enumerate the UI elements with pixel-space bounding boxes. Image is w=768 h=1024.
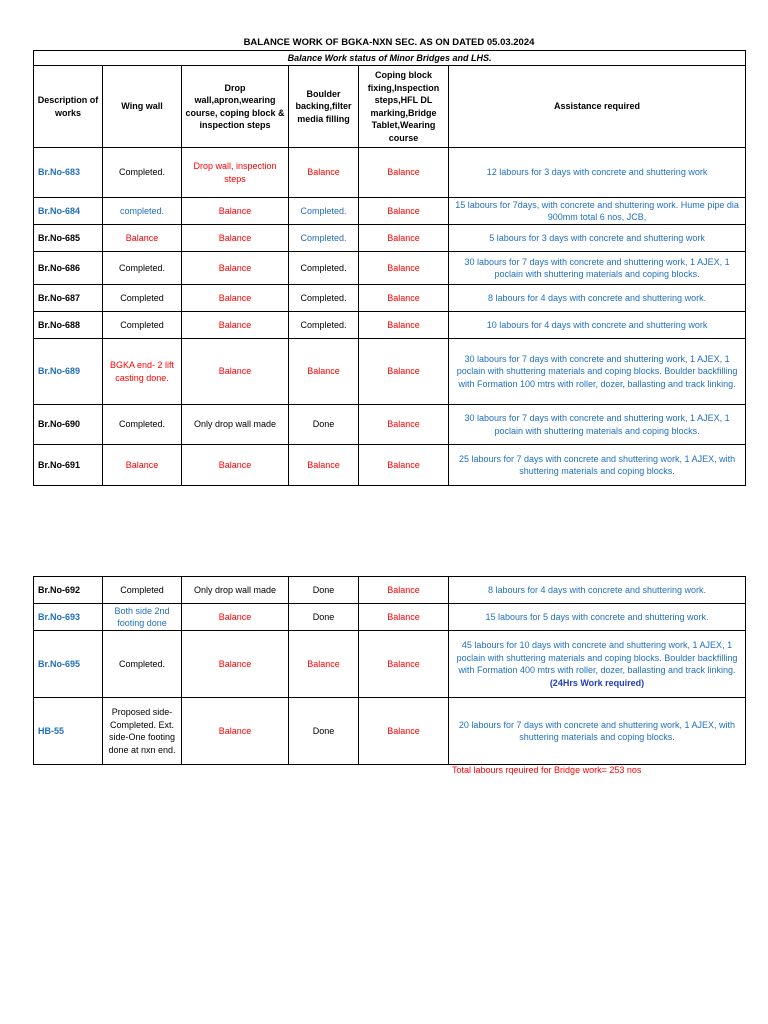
boulder-status (289, 577, 359, 604)
wing-wall-status (103, 698, 182, 765)
bridge-name-text: Br.No-684 (38, 205, 81, 216)
coping-status (359, 698, 449, 765)
header-description: Description of works (34, 66, 103, 148)
coping-status (359, 577, 449, 604)
bridge-name (34, 225, 103, 252)
boulder-status (289, 339, 359, 405)
coping-status (359, 198, 449, 225)
assistance-required (449, 312, 746, 339)
wing-wall-status (103, 339, 182, 405)
boulder-status-text: Completed. (300, 205, 347, 216)
wing-wall-status (103, 312, 182, 339)
boulder-status (289, 252, 359, 285)
bridge-name (34, 312, 103, 339)
coping-status (359, 339, 449, 405)
assistance-required-text: 12 labours for 3 days with concrete and shuttering work (486, 167, 708, 178)
bridge-name-text: Br.No-689 (38, 366, 81, 377)
wing-wall-status (103, 604, 182, 631)
table-subtitle: Balance Work status of Minor Bridges and LHS. (34, 51, 746, 66)
wing-wall-status (103, 445, 182, 486)
wing-wall-status-text: Completed (120, 584, 164, 595)
assistance-required-text: 45 labours for 10 days with concrete and shuttering work, 1 AJEX, 1 poclain with shuttering materials and coping blocks. Boulder backfilling with Formation 400 mtrs with roller, dozer, ballasting and track linking. (456, 640, 738, 675)
assistance-required (449, 631, 746, 698)
assistance-required-text: 10 labours for 4 days with concrete and shuttering work (486, 319, 708, 330)
wing-wall-status-text: Completed (120, 292, 164, 303)
boulder-status-text: Completed. (300, 319, 347, 330)
drop-wall-status (182, 252, 289, 285)
coping-status-text: Balance (387, 366, 420, 377)
assistance-required (449, 198, 746, 225)
boulder-status-text: Done (312, 611, 335, 622)
coping-status (359, 225, 449, 252)
wing-wall-status-text: BGKA end- 2 lift casting done. (109, 360, 175, 383)
coping-status-text: Balance (387, 167, 420, 178)
coping-status-text: Balance (387, 584, 420, 595)
wing-wall-status (103, 252, 182, 285)
bridge-name (34, 285, 103, 312)
coping-status (359, 285, 449, 312)
drop-wall-status (182, 285, 289, 312)
table-row (34, 198, 746, 225)
assistance-note: (24Hrs Work required) (549, 677, 645, 688)
bridge-name (34, 252, 103, 285)
coping-status-text: Balance (387, 658, 420, 669)
coping-status-text: Balance (387, 319, 420, 330)
wing-wall-status-text: Both side 2nd footing done (114, 605, 170, 628)
table-row (34, 312, 746, 339)
wing-wall-status (103, 577, 182, 604)
assistance-required (449, 339, 746, 405)
header-row (34, 66, 746, 148)
assistance-required-text: 5 labours for 3 days with concrete and shuttering work (489, 232, 705, 243)
bridge-name-text: Br.No-695 (38, 658, 81, 669)
bridge-name-text: Br.No-683 (38, 167, 81, 178)
drop-wall-status (182, 405, 289, 445)
assistance-required (449, 604, 746, 631)
drop-wall-status-text: Balance (218, 366, 252, 377)
coping-status (359, 312, 449, 339)
table-body-bottom (34, 577, 746, 765)
boulder-status-text: Balance (307, 167, 340, 178)
wing-wall-status-text: Completed. (118, 167, 166, 178)
header-coping: Coping block fixing,Inspection steps,HFL DL marking,Bridge Tablet,Wearing course (359, 66, 449, 148)
document-title: BALANCE WORK OF BGKA-NXN SEC. AS ON DATED 05.03.2024 (243, 37, 535, 48)
bridge-name (34, 148, 103, 198)
balance-work-table-continued (33, 576, 746, 765)
drop-wall-status (182, 577, 289, 604)
table-row (34, 285, 746, 312)
drop-wall-status-text: Balance (218, 262, 252, 273)
boulder-status-text: Balance (307, 366, 340, 377)
coping-status (359, 252, 449, 285)
coping-status (359, 148, 449, 198)
coping-status (359, 631, 449, 698)
bridge-name-text: Br.No-688 (38, 319, 81, 330)
boulder-status-text: Completed. (300, 262, 347, 273)
assistance-required (449, 577, 746, 604)
subtitle-row (34, 51, 746, 66)
coping-status (359, 604, 449, 631)
wing-wall-status (103, 225, 182, 252)
coping-status (359, 445, 449, 486)
bridge-name (34, 405, 103, 445)
bridge-name (34, 631, 103, 698)
drop-wall-status-text: Balance (218, 459, 252, 470)
coping-status (359, 405, 449, 445)
bridge-name-text: Br.No-692 (38, 584, 81, 595)
wing-wall-status (103, 148, 182, 198)
boulder-status-text: Done (312, 725, 335, 736)
boulder-status (289, 225, 359, 252)
drop-wall-status (182, 698, 289, 765)
assistance-required (449, 148, 746, 198)
assistance-required-text: 30 labours for 7 days with concrete and shuttering work, 1 AJEX, 1 poclain with shuttering materials and coping blocks. (464, 256, 730, 279)
bridge-name (34, 339, 103, 405)
table-row (34, 252, 746, 285)
boulder-status (289, 698, 359, 765)
assistance-required-text: 15 labours for 7days, with concrete and shuttering work. Hume pipe dia 900mm total 6 nos, JCB, (455, 199, 739, 222)
boulder-status (289, 445, 359, 486)
drop-wall-status-text: Balance (218, 205, 252, 216)
balance-work-table (33, 50, 746, 486)
coping-status-text: Balance (387, 205, 420, 216)
drop-wall-status (182, 198, 289, 225)
wing-wall-status (103, 405, 182, 445)
boulder-status-text: Done (312, 584, 335, 595)
table-row (34, 339, 746, 405)
coping-status-text: Balance (387, 611, 420, 622)
wing-wall-status-text: Completed. (118, 262, 166, 273)
assistance-required (449, 698, 746, 765)
table-row (34, 405, 746, 445)
header-boulder: Boulder backing,filter media filling (289, 66, 359, 148)
boulder-status (289, 148, 359, 198)
drop-wall-status (182, 312, 289, 339)
drop-wall-status-text: Only drop wall made (193, 419, 277, 430)
assistance-required (449, 445, 746, 486)
header-wing-wall: Wing wall (103, 66, 182, 148)
table-row (34, 148, 746, 198)
drop-wall-status-text: Only drop wall made (193, 584, 277, 595)
assistance-required (449, 405, 746, 445)
assistance-required-text: 30 labours for 7 days with concrete and shuttering work, 1 AJEX, 1 poclain with shuttering materials and coping blocks. Boulder backfilling with Formation 100 mtrs with roller, dozer, ballasting and track linking. (456, 353, 738, 389)
drop-wall-status (182, 339, 289, 405)
drop-wall-status (182, 631, 289, 698)
drop-wall-status (182, 604, 289, 631)
wing-wall-status-text: Proposed side- Completed. Ext. side-One footing done at nxn end. (108, 707, 176, 755)
wing-wall-status-text: Balance (125, 459, 159, 470)
bridge-name (34, 577, 103, 604)
bridge-name-text: HB-55 (38, 725, 65, 736)
table-row (34, 631, 746, 698)
wing-wall-status (103, 198, 182, 225)
boulder-status (289, 631, 359, 698)
boulder-status (289, 604, 359, 631)
coping-status-text: Balance (387, 292, 420, 303)
bridge-name-text: Br.No-693 (38, 611, 81, 622)
assistance-required-text: 25 labours for 7 days with concrete and shuttering work, 1 AJEX, with shuttering materials and coping blocks. (458, 453, 736, 476)
table-body-top (34, 148, 746, 486)
drop-wall-status (182, 445, 289, 486)
table-row (34, 225, 746, 252)
bridge-name-text: Br.No-691 (38, 459, 81, 470)
assistance-required-text: 8 labours for 4 days with concrete and shuttering work. (487, 292, 707, 303)
drop-wall-status (182, 225, 289, 252)
assistance-required-text: 8 labours for 4 days with concrete and shuttering work. (487, 584, 707, 595)
bridge-name (34, 445, 103, 486)
drop-wall-status-text: Balance (218, 292, 252, 303)
boulder-status (289, 405, 359, 445)
bridge-name (34, 604, 103, 631)
bridge-name-text: Br.No-687 (38, 292, 81, 303)
drop-wall-status (182, 148, 289, 198)
coping-status-text: Balance (387, 725, 420, 736)
wing-wall-status-text: Completed (120, 319, 164, 330)
coping-status-text: Balance (387, 459, 420, 470)
coping-status-text: Balance (387, 262, 420, 273)
boulder-status-text: Done (312, 419, 335, 430)
drop-wall-status-text: Balance (218, 232, 252, 243)
table-row (34, 604, 746, 631)
bridge-name-text: Br.No-690 (38, 419, 81, 430)
assistance-required-text: 15 labours for 5 days with concrete and shuttering work. (485, 611, 709, 622)
bridge-name-text: Br.No-686 (38, 262, 81, 273)
coping-status-text: Balance (387, 419, 420, 430)
total-labours-note: Total labours rqeuired for Bridge work= 253 nos (452, 765, 642, 775)
boulder-status (289, 285, 359, 312)
drop-wall-status-text: Balance (218, 611, 252, 622)
assistance-required (449, 285, 746, 312)
drop-wall-status-text: Balance (218, 319, 252, 330)
assistance-required-text: 30 labours for 7 days with concrete and shuttering work, 1 AJEX, 1 poclain with shuttering materials and coping blocks. (464, 413, 730, 436)
coping-status-text: Balance (387, 232, 420, 243)
bridge-name-text: Br.No-685 (38, 232, 81, 243)
header-assistance: Assistance required (449, 66, 746, 148)
boulder-status-text: Completed. (300, 292, 347, 303)
boulder-status (289, 198, 359, 225)
wing-wall-status-text: completed. (119, 205, 165, 216)
boulder-status-text: Balance (307, 459, 340, 470)
table-row (34, 445, 746, 486)
boulder-status-text: Completed. (300, 232, 347, 243)
table-row (34, 577, 746, 604)
wing-wall-status-text: Completed. (118, 658, 166, 669)
drop-wall-status-text: Balance (218, 725, 252, 736)
table-row (34, 698, 746, 765)
assistance-required (449, 252, 746, 285)
bridge-name (34, 198, 103, 225)
assistance-required (449, 225, 746, 252)
boulder-status-text: Balance (307, 658, 340, 669)
header-drop-wall: Drop wall,apron,wearing course, coping block & inspection steps (182, 66, 289, 148)
wing-wall-status (103, 631, 182, 698)
boulder-status (289, 312, 359, 339)
wing-wall-status-text: Balance (125, 232, 159, 243)
drop-wall-status-text: Balance (218, 658, 252, 669)
assistance-required-text: 20 labours for 7 days with concrete and shuttering work, 1 AJEX, with shuttering materials and coping blocks. (458, 719, 736, 742)
wing-wall-status (103, 285, 182, 312)
bridge-name (34, 698, 103, 765)
drop-wall-status-text: Drop wall, inspection steps (193, 161, 277, 184)
wing-wall-status-text: Completed. (118, 419, 166, 430)
